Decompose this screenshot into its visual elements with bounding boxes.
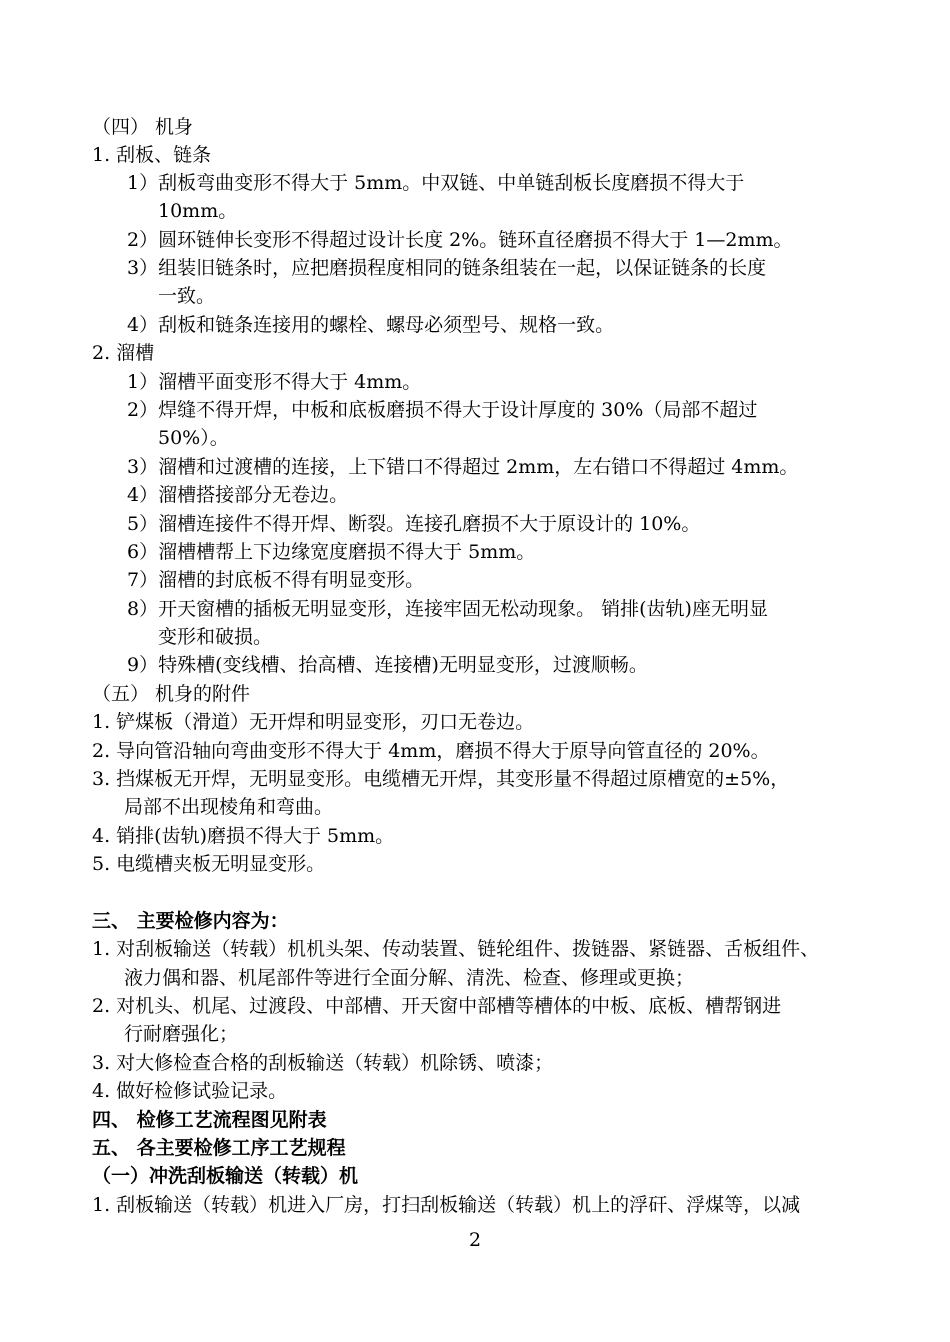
page-number: 2	[468, 1229, 482, 1251]
line-sub-3: 3）组装旧链条时，应把磨损程度相同的链条组装在一起，以保证链条的长度	[127, 257, 767, 279]
line-content-4: 4. 做好检修试验记录。	[92, 1080, 288, 1102]
heading-process-flow-chart: 四、 检修工艺流程图见附表	[92, 1109, 327, 1131]
line-attach-2: 2. 导向管沿轴向弯曲变形不得大于 4mm，磨损不得大于原导向管直径的 20%。	[92, 740, 770, 762]
line-attach-5: 5. 电缆槽夹板无明显变形。	[92, 853, 326, 875]
heading-flush-conveyor: （一）冲洗刮板输送（转载）机	[92, 1165, 359, 1187]
line-content-2-cont: 行耐磨强化；	[124, 1023, 239, 1045]
line-item-1-scraper-chain: 1. 刮板、链条	[92, 144, 212, 166]
line-chute-4: 4）溜槽搭接部分无卷边。	[127, 484, 349, 506]
line-chute-1: 1）溜槽平面变形不得大于 4mm。	[127, 371, 422, 393]
line-chute-7: 7）溜槽的封底板不得有明显变形。	[127, 569, 425, 591]
line-chute-2: 2）焊缝不得开焊，中板和底板磨损不得大于设计厚度的 30%（局部不超过	[127, 399, 758, 421]
heading-main-overhaul-content: 三、 主要检修内容为：	[92, 910, 289, 932]
line-flush-1: 1. 刮板输送（转载）机进入厂房，打扫刮板输送（转载）机上的浮矸、浮煤等，以减	[92, 1194, 801, 1216]
line-section-4-heading: （四） 机身	[92, 116, 194, 138]
line-chute-9: 9）特殊槽(变线槽、抬高槽、连接槽)无明显变形，过渡顺畅。	[127, 654, 648, 676]
line-chute-6: 6）溜槽槽帮上下边缘宽度磨损不得大于 5mm。	[127, 541, 536, 563]
line-chute-2-cont: 50%）。	[158, 427, 229, 449]
line-sub-1: 1）刮板弯曲变形不得大于 5mm。中双链、中单链刮板长度磨损不得大于	[127, 172, 745, 194]
line-content-3: 3. 对大修检查合格的刮板输送（转载）机除锈、喷漆；	[92, 1052, 554, 1074]
line-section-5-heading: （五） 机身的附件	[92, 683, 251, 705]
line-attach-4: 4. 销排(齿轨)磨损不得大于 5mm。	[92, 825, 395, 847]
line-sub-4: 4）刮板和链条连接用的螺栓、螺母必须型号、规格一致。	[127, 314, 615, 336]
line-attach-3: 3. 挡煤板无开焊，无明显变形。电缆槽无开焊，其变形量不得超过原槽宽的±5%，	[92, 768, 790, 790]
line-attach-3-cont: 局部不出现棱角和弯曲。	[124, 796, 334, 818]
line-chute-3: 3）溜槽和过渡槽的连接，上下错口不得超过 2mm，左右错口不得超过 4mm。	[127, 456, 799, 478]
line-content-1-cont: 液力偶和器、机尾部件等进行全面分解、清洗、检查、修理或更换；	[124, 967, 695, 989]
line-chute-8: 8）开天窗槽的插板无明显变形，连接牢固无松动现象。 销排(齿轨)座无明显	[127, 598, 768, 620]
line-sub-1-cont: 10mm。	[158, 200, 238, 222]
line-content-2: 2. 对机头、机尾、过渡段、中部槽、开天窗中部槽等槽体的中板、底板、槽帮钢进	[92, 995, 782, 1017]
line-chute-5: 5）溜槽连接件不得开焊、断裂。连接孔磨损不大于原设计的 10%。	[127, 513, 701, 535]
line-attach-1: 1. 铲煤板（滑道）无开焊和明显变形，刃口无卷边。	[92, 711, 535, 733]
line-sub-3-cont: 一致。	[158, 285, 216, 307]
line-chute-8-cont: 变形和破损。	[158, 626, 273, 648]
line-item-2-chute: 2. 溜槽	[92, 342, 155, 364]
line-sub-2: 2）圆环链伸长变形不得超过设计长度 2%。链环直径磨损不得大于 1—2mm。	[127, 229, 793, 251]
heading-process-specifications: 五、 各主要检修工序工艺规程	[92, 1137, 346, 1159]
line-content-1: 1. 对刮板输送（转载）机机头架、传动装置、链轮组件、拨链器、紧链器、舌板组件、	[92, 938, 820, 960]
